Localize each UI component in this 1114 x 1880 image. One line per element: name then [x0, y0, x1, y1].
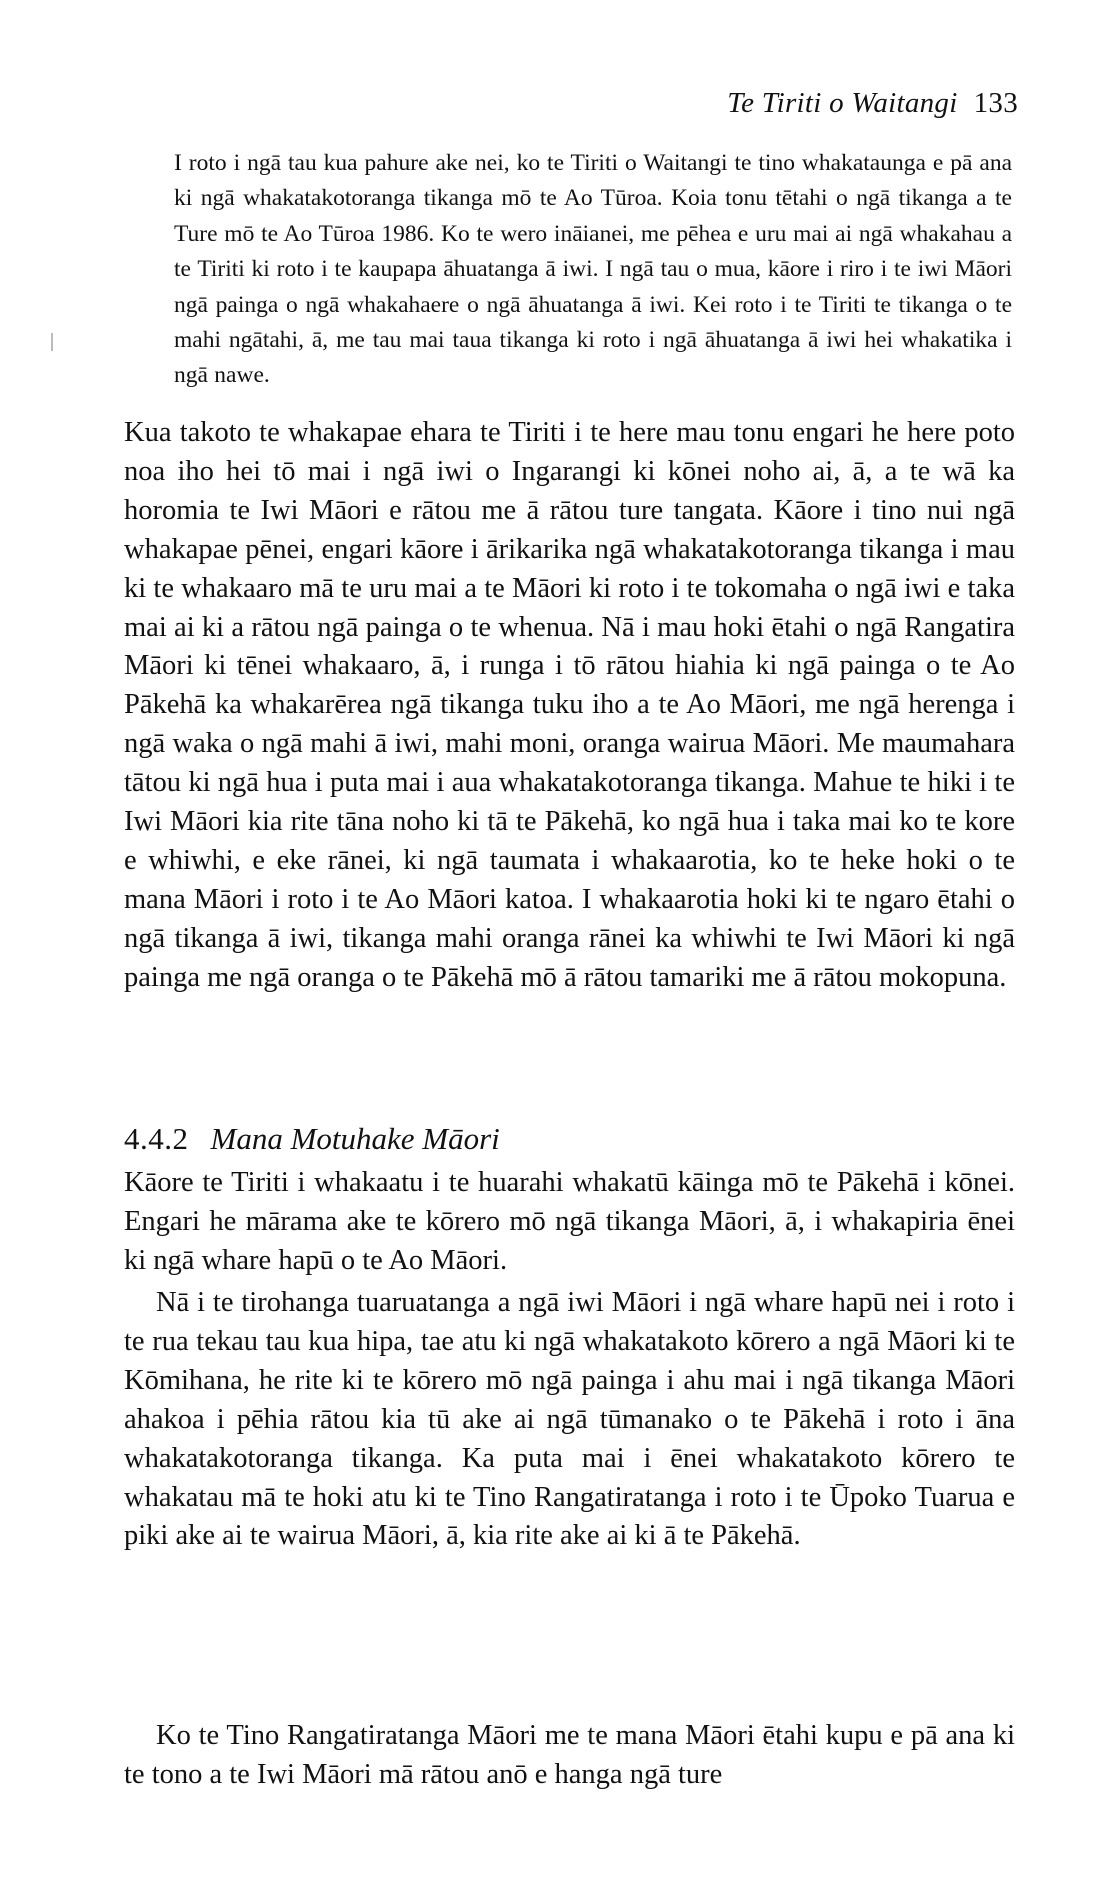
running-head: [124, 86, 1018, 120]
paragraph: Ko te Tino Rangatiratanga Māori me te mana Māori ētahi kupu e pā ana ki te tono a te Iwi Māori mā rātou anō e hanga ngā ture: [124, 1720, 1015, 1790]
running-head-title: Te Tiriti o Waitangi: [727, 87, 958, 119]
section-title: Mana Motuhake Māori: [210, 1121, 500, 1156]
paragraph: Nā i te tirohanga tuaruatanga a ngā iwi Māori i ngā whare hapū nei i roto i te rua tekau tau kua hipa, tae atu ki ngā whakatakoto kōrero a ngā Māori ki te Kōmihana, he rite ki te kōrero mō ngā painga i ahu mai i ngā tikanga Māori ahakoa i pēhia rātou kia tū ake ai ngā tūmanako o te Pākehā i roto i āna whakatakotoranga tikanga. Ka puta mai i ēnei whakatakoto kōrero te whakatau mā te hoki atu ki te Tino Rangatiratanga i roto i te Ūpoko Tuarua e piki ake ai te wairua Māori, ā, kia rite ake ai ki ā te Pākehā.: [124, 1287, 1015, 1552]
page-number: 133: [973, 87, 1018, 119]
section-number: 4.4.2: [124, 1121, 189, 1156]
paragraph: Kua takoto te whakapae ehara te Tiriti i te here mau tonu engari he here poto noa iho hei tō mai i ngā iwi o Ingarangi ki kōnei noho ai, ā, a te wā ka horomia te Iwi Māori e rātou me ā rātou ture tangata. Kāore i tino nui ngā whakapae pēnei, engari kāore i ārikarika ngā whakatakotoranga tikanga i mau ki te whakaaro mā te uru mai a te Māori ki roto i te tokomaha o ngā iwi e taka mai ai ki a rātou ngā painga o te whenua. Nā i mau hoki ētahi o ngā Rangatira Māori ki tēnei whakaaro, ā, i runga i tō rātou hiahia ki ngā painga o te Ao Pākehā ka whakarērea ngā tikanga tuku iho a te Ao Māori, me ngā herenga i ngā waka o ngā mahi ā iwi, mahi moni, oranga wairua Māori. Me maumahara tātou ki ngā hua i puta mai i aua whakatakotoranga tikanga. Mahue te hiki i te Iwi Māori kia rite tāna noho ki tā te Pākehā, ko ngā hua i taka mai ko te kore e whiwhi, e eke rānei, ki ngā taumata i whakaarotia, ko te heke hoki o te mana Māori i roto i te Ao Māori katoa. I whakaarotia hoki ki te ngaro ētahi o ngā tikanga ā iwi, tikanga mahi oranga rānei ka whiwhi te Iwi Māori ki ngā painga me ngā oranga o te Pākehā mō ā rātou tamariki me ā rātou mokopuna.: [124, 417, 1015, 993]
margin-mark: [51, 333, 53, 351]
paragraph: Kāore te Tiriti i whakaatu i te huarahi whakatū kāinga mō te Pākehā i kōnei. Engari he mārama ake te kōrero mō ngā tikanga Māori, ā, i whakapiria ēnei ki ngā whare hapū o te Ao Māori.: [124, 1167, 1015, 1276]
section-heading: [124, 1119, 500, 1159]
block-quote: I roto i ngā tau kua pahure ake nei, ko te Tiriti o Waitangi te tino whakataunga e pā ana ki ngā whakatakotoranga tikanga mō te Ao Tūroa. Koia tonu tētahi o ngā tikanga a te Ture mō te Ao Tūroa 1986. Ko te wero ināianei, me pēhea e uru mai ai ngā whakahau a te Tiriti ki roto i te kaupapa āhuatanga ā iwi. I ngā tau o mua, kāore i riro i te iwi Māori ngā painga o ngā whakahaere o ngā āhuatanga ā iwi. Kei roto i te Tiriti te tikanga o te mahi ngātahi, ā, me tau mai taua tikanga ki roto i ngā āhuatanga ā iwi hei whakatika i ngā nawe.: [174, 150, 1012, 389]
